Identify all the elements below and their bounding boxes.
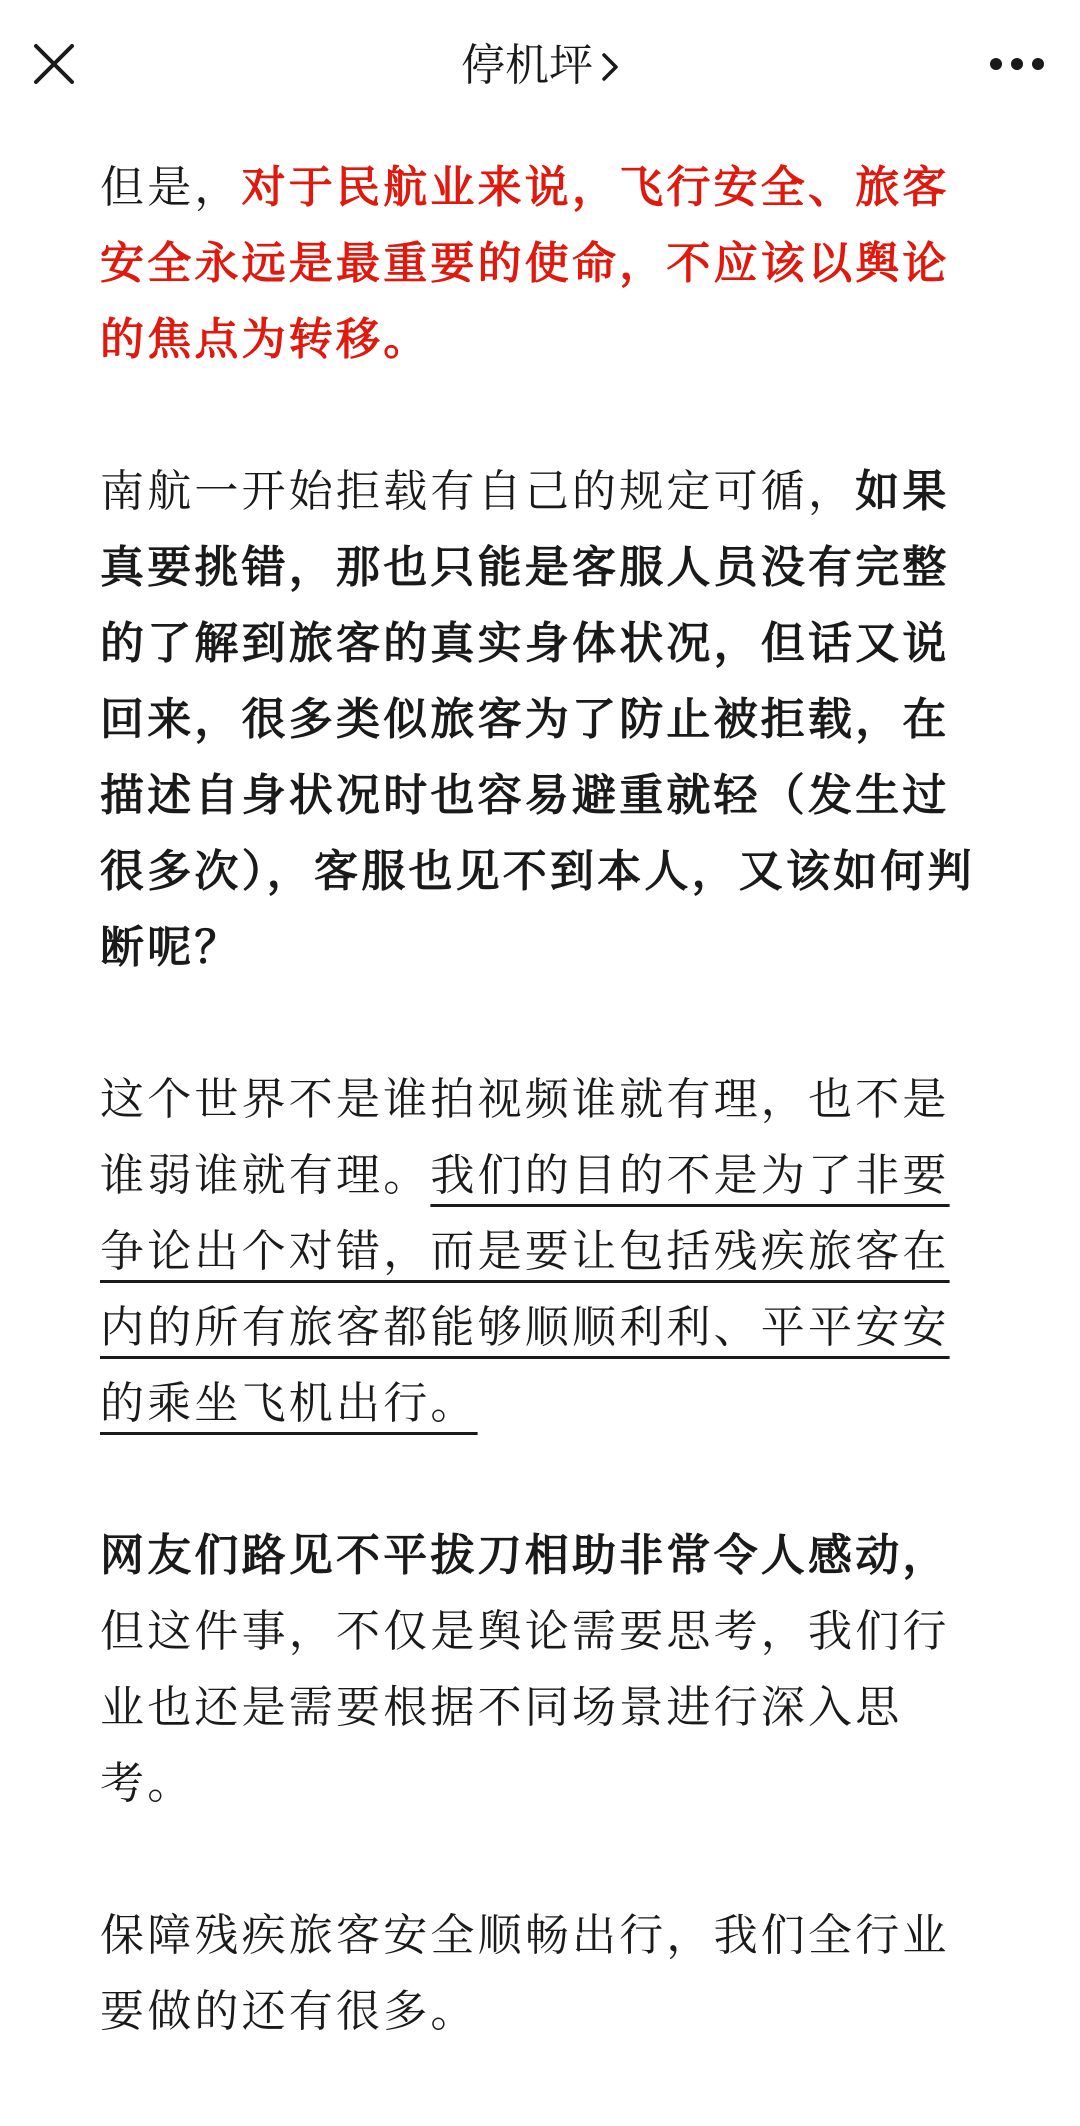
p3-lead: 这个世界不是谁拍视频谁就有理，也不是谁弱谁就有理。 — [100, 1074, 950, 1201]
paragraph-2 — [100, 454, 980, 986]
paragraph-4 — [100, 1518, 980, 1822]
chevron-right-icon — [601, 40, 619, 96]
paragraph-1 — [100, 150, 980, 378]
more-button[interactable] — [982, 34, 1052, 94]
p5-text: 保障残疾旅客安全顺畅出行，我们全行业要做的还有很多。 — [100, 1910, 950, 2037]
p1-lead: 但是， — [100, 162, 242, 213]
article-body — [100, 150, 980, 2126]
paragraph-5 — [100, 1898, 980, 2050]
p4-rest: 但这件事，不仅是舆论需要思考，我们行业也还是需要根据不同场景进行深入思考。 — [100, 1606, 950, 1809]
p2-bold: 如果真要挑错，那也只能是客服人员没有完整的了解到旅客的真实身体状况，但话又说回来，很多类似旅客为了防止被拒载，在描述自身状况时也容易避重就轻（发生过很多次），客服也见不到本人，又该如何判断呢？ — [100, 466, 975, 973]
p3-underlined: 我们的目的不是为了非要争论出个对错，而是要让包括残疾旅客在内的所有旅客都能够顺顺利利、平平安安的乘坐飞机出行。 — [100, 1150, 950, 1429]
account-title-link[interactable] — [0, 38, 1080, 96]
p4-bold: 网友们路见不平拔刀相助非常令人感动， — [100, 1530, 950, 1581]
p2-lead: 南航一开始拒载有自己的规定可循， — [100, 466, 856, 517]
p1-red-highlight: 对于民航业来说，飞行安全、旅客安全永远是最重要的使命，不应该以舆论的焦点为转移。 — [100, 162, 950, 365]
more-dots-icon — [989, 57, 1045, 71]
top-navbar — [0, 0, 1080, 132]
paragraph-3 — [100, 1062, 980, 1442]
account-name: 停机坪 — [461, 40, 593, 91]
